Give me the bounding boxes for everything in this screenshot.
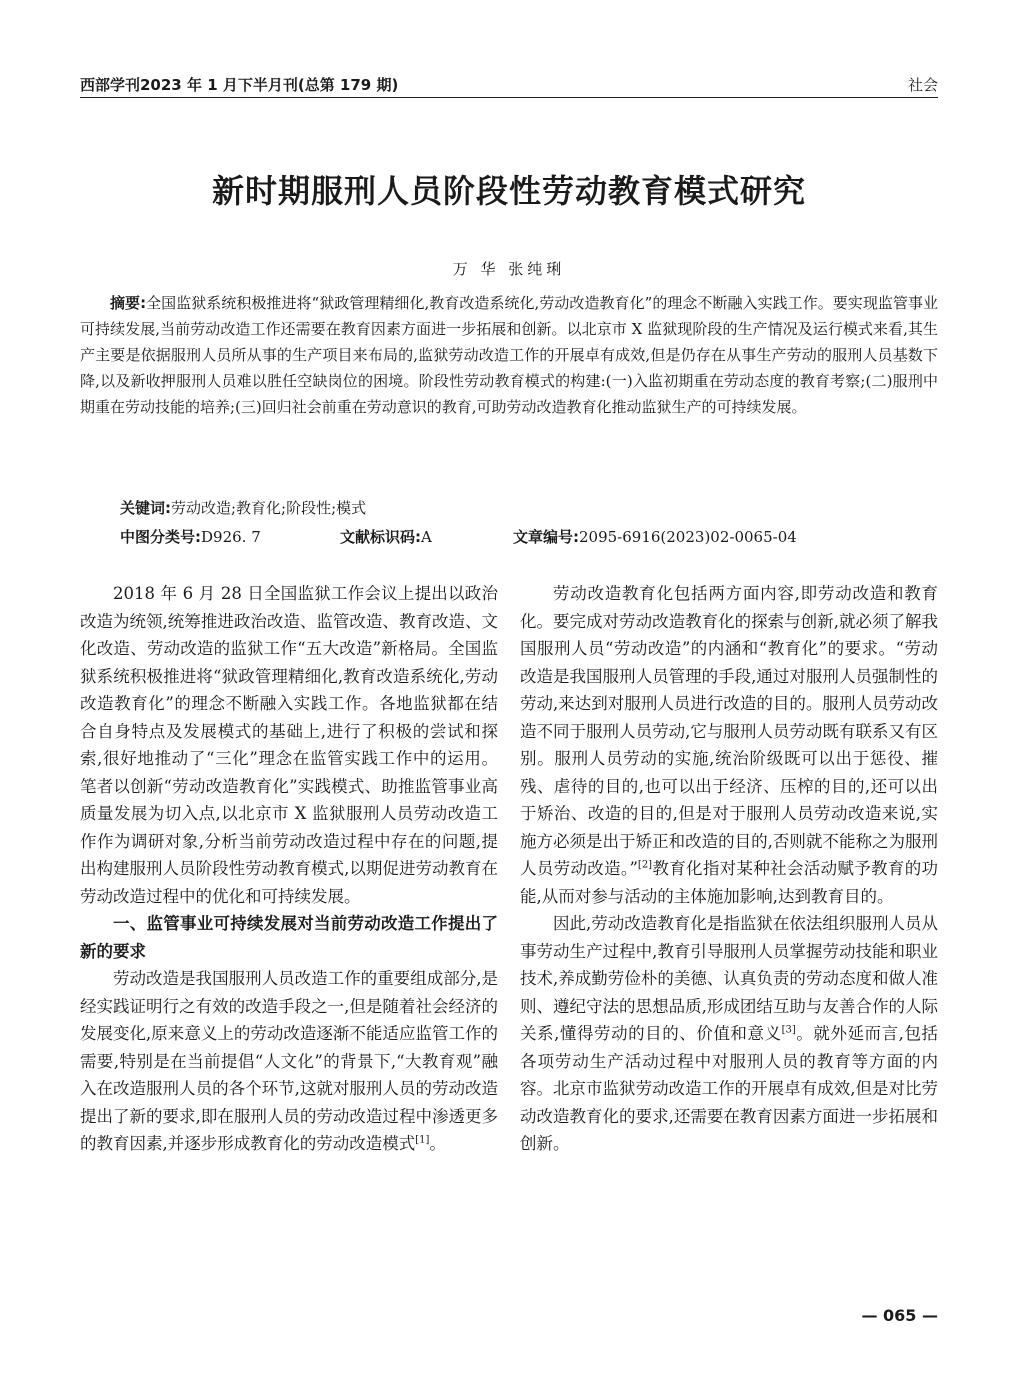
header-divider [80, 97, 938, 98]
page-number: — 065 — [861, 1306, 938, 1325]
section-label: 社会 [907, 76, 938, 94]
right-column [520, 580, 938, 1158]
paragraph-text: 劳动改造教育化包括两方面内容,即劳动改造和教育化。要完成对劳动改造教育化的探索与创新,就必须了解我国服刑人员“劳动改造”的内涵和“教育化”的要求。“劳动改造是我国服刑人员管理的手段,通过对服刑人员强制性的劳动,来达到对服刑人员进行改造的目的。服刑人员劳动改造不同于服刑人员劳动,它与服刑人员劳动既有联系又有区别。服刑人员劳动的实施,统治阶级既可以出于惩役、摧残、虐待的目的,也可以出于经济、压榨的目的,还可以出于矫治、改造的目的,但是对于服刑人员劳动改造来说,实施方必须是出于矫正和改造的目的,否则就不能称之为服刑人员劳动改造。” [520, 584, 938, 878]
citation-ref: [1] [415, 1134, 430, 1146]
definition-paragraph [520, 580, 938, 910]
doc-value: A [421, 528, 432, 546]
doc-label: 文献标识码: [340, 528, 421, 546]
conclusion-paragraph [520, 910, 938, 1158]
abstract [80, 290, 938, 420]
clc-label: 中图分类号: [120, 528, 201, 546]
left-column [80, 580, 498, 1158]
doc-code [340, 526, 432, 547]
paragraph-text: 因此,劳动改造教育化是指监狱在依法组织服刑人员从事劳动生产过程中,教育引导服刑人员掌握劳动技能和职业技术,养成勤劳俭朴的美德、认真负责的劳动态度和做人准则、遵纪守法的思想品质,形成团结互助与友善合作的人际关系,懂得劳动的目的、价值和意义 [520, 914, 938, 1043]
abstract-label: 摘要: [110, 294, 147, 312]
citation-ref: [3] [781, 1024, 796, 1036]
article-number [513, 526, 797, 547]
paragraph-text: 教育化指对某种社会活动赋予教育的功能,从而对参与活动的主体施加影响,达到教育目的。 [520, 859, 939, 906]
abstract-text: 全国监狱系统积极推进将“狱政管理精细化,教育改造系统化,劳动改造教育化”的理念不断融入实践工作。要实现监管事业可持续发展,当前劳动改造工作还需要在教育因素方面进一步拓展和创新。以北京市 X 监狱现阶段的生产情况及运行模式来看,其生产主要是依据服刑人员所从事的生产项目来布局的,监狱劳动改造工作的开展卓有成效,但是仍存在从事生产劳动的服刑人员基数下降,以及新收押服刑人员难以胜任空缺岗位的困境。阶段性劳动教育模式的构建:(一)入监初期重在劳动态度的教育考察;(二)服刑中期重在劳动技能的培养;(三)回归社会前重在劳动意识的教育,可助劳动改造教育化推动监狱生产的可持续发展。 [80, 294, 938, 416]
paragraph-text: 劳动改造是我国服刑人员改造工作的重要组成部分,是经实践证明行之有效的改造手段之一,但是随着社会经济的发展变化,原来意义上的劳动改造逐渐不能适应监管工作的需要,特别是在当前提倡“人文化”的背景下,“大教育观”融入在改造服刑人员的各个环节,这就对服刑人员的劳动改造提出了新的要求,即在服刑人员的劳动改造过程中渗透更多的教育因素,并逐步形成教育化的劳动改造模式 [80, 969, 498, 1153]
article-value: 2095-6916(2023)02-0065-04 [579, 528, 797, 546]
intro-paragraph: 2018 年 6 月 28 日全国监狱工作会议上提出以政治改造为统领,统筹推进政治改造、监管改造、教育改造、文化改造、劳动改造的监狱工作“五大改造”新格局。全国监狱系统积极推进将“狱政管理精细化,教育改造系统化,劳动改造教育化”的理念不断融入实践工作。各地监狱都在结合自身特点及发展模式的基础上,进行了积极的尝试和探索,很好地推动了“三化”理念在监管实践工作中的运用。笔者以创新“劳动改造教育化”实践模式、助推监管事业高质量发展为切入点,以北京市 X 监狱服刑人员劳动改造工作作为调研对象,分析当前劳动改造过程中存在的问题,提出构建服刑人员阶段性劳动教育模式,以期促进劳动教育在劳动改造过程中的优化和可持续发展。 [80, 584, 498, 906]
running-header [80, 72, 938, 96]
keywords [120, 497, 366, 518]
citation-ref: [2] [637, 859, 653, 871]
clc-value: D926. 7 [201, 528, 261, 546]
paragraph-text: 。就外延而言,包括各项劳动生产活动过程中对服刑人员的教育等方面的内容。北京市监狱劳动改造工作的开展卓有成效,但是对比劳动改造教育化的要求,还需要在教育因素方面进一步拓展和创新。 [520, 1024, 939, 1153]
section-1-paragraph [80, 965, 498, 1158]
article-title: 新时期服刑人员阶段性劳动教育模式研究 [211, 172, 806, 210]
journal-info: 西部学刊2023 年 1 月下半月刊(总第 179 期) [80, 76, 399, 94]
clc-number [120, 526, 261, 547]
keywords-label: 关键词: [120, 499, 171, 517]
section-heading-1: 一、监管事业可持续发展对当前劳动改造工作提出了新的要求 [80, 914, 498, 961]
paragraph-end: 。 [429, 1134, 446, 1153]
authors: 万 华 张纯琍 [452, 260, 566, 278]
article-label: 文章编号: [513, 528, 579, 546]
keywords-text: 劳动改造;教育化;阶段性;模式 [171, 499, 367, 517]
